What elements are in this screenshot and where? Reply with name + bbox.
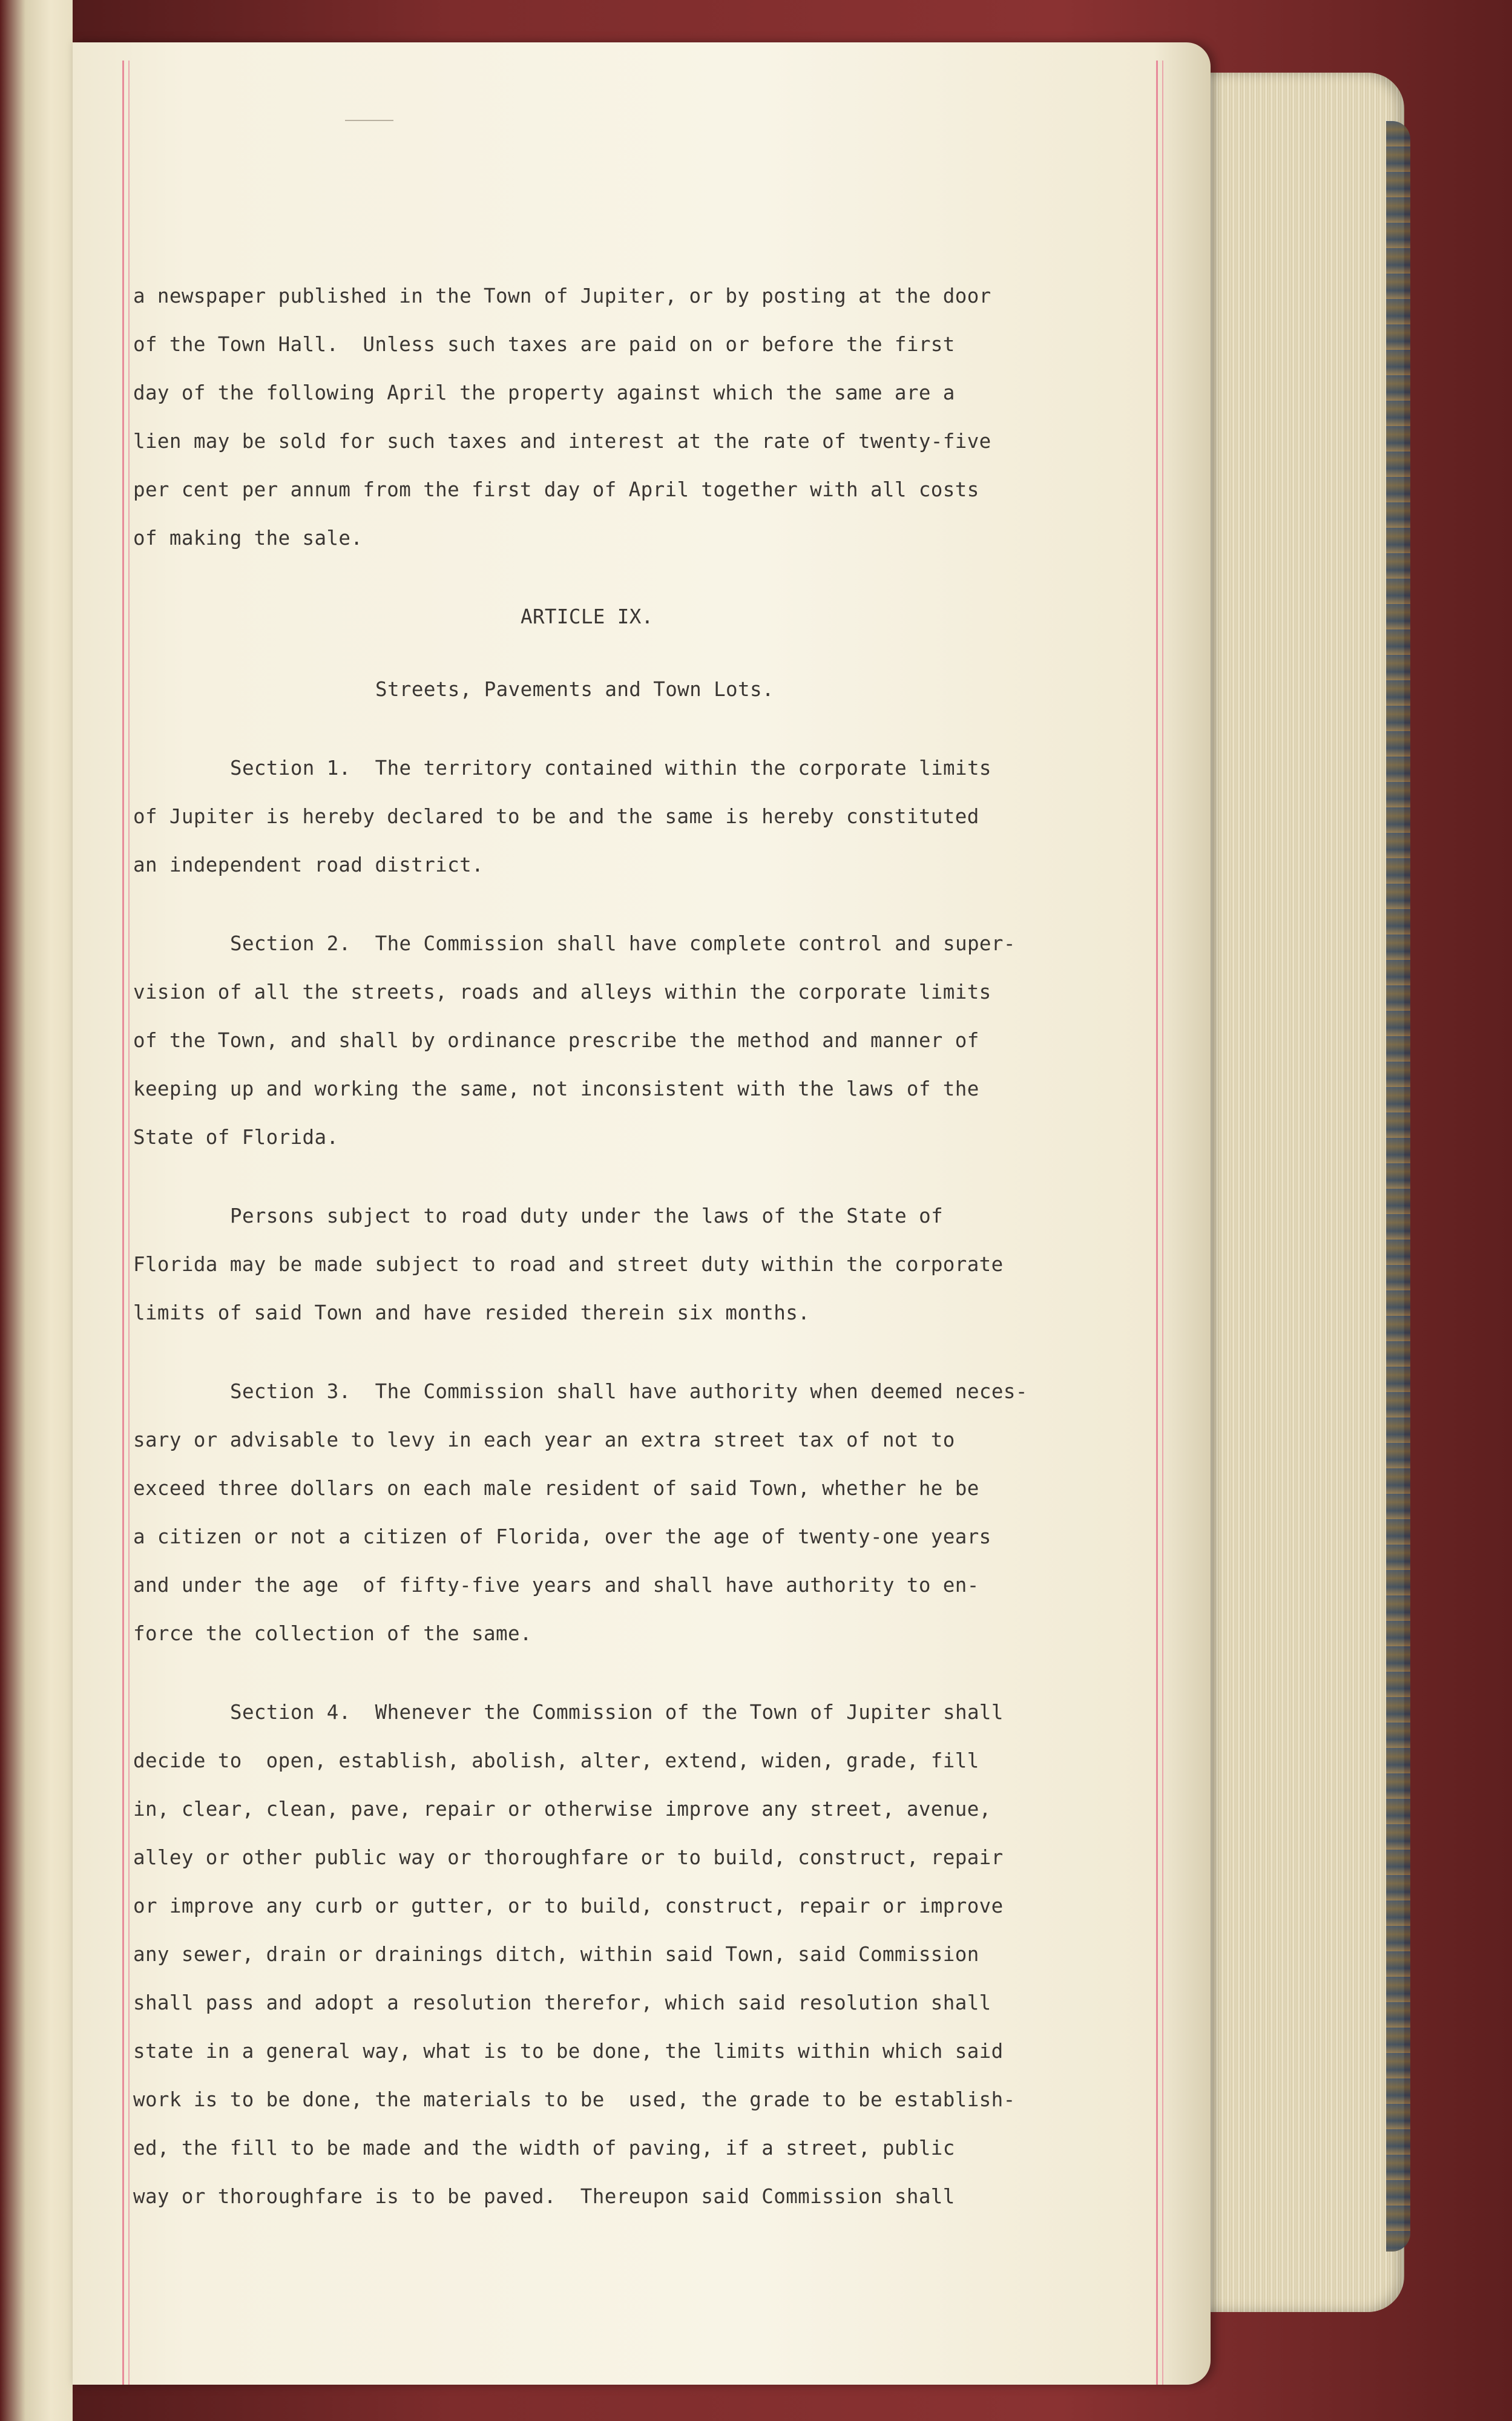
text-line: Section 4. Whenever the Commission of the Town of Jupiter shall xyxy=(230,1701,1004,1724)
text-line: and under the age of fifty-five years and shall have authority to en- xyxy=(133,1574,979,1597)
text-line: Section 3. The Commission shall have authority when deemed neces- xyxy=(230,1380,1028,1403)
text-line: day of the following April the property against which the same are a xyxy=(133,381,955,404)
text-line: State of Florida. xyxy=(133,1126,339,1149)
left-margin-rule xyxy=(122,61,124,2385)
text-line: lien may be sold for such taxes and interest at the rate of twenty-five xyxy=(133,430,991,453)
text-line: per cent per annum from the first day of April together with all costs xyxy=(133,478,979,501)
text-line: of Jupiter is hereby declared to be and the same is hereby constituted xyxy=(133,805,979,828)
text-line: of the Town, and shall by ordinance prescribe the method and manner of xyxy=(133,1029,979,1052)
text-line: Section 2. The Commission shall have complete control and super- xyxy=(230,932,1016,955)
text-line: force the collection of the same. xyxy=(133,1622,532,1645)
marbled-page-edge xyxy=(1386,121,1410,2252)
text-line: any sewer, drain or drainings ditch, within said Town, said Commission xyxy=(133,1943,979,1966)
article-heading: ARTICLE IX. xyxy=(521,605,654,628)
top-dash-mark xyxy=(345,120,393,121)
right-margin-rule xyxy=(1156,61,1158,2385)
previous-page-edge xyxy=(0,0,73,2421)
text-line: alley or other public way or thoroughfare or to build, construct, repair xyxy=(133,1846,1004,1869)
text-line: sary or advisable to levy in each year an extra street tax of not to xyxy=(133,1428,955,1451)
text-line: an independent road district. xyxy=(133,853,484,876)
text-line: of the Town Hall. Unless such taxes are paid on or before the first xyxy=(133,333,955,356)
right-margin-rule-secondary xyxy=(1162,61,1163,2385)
text-line: vision of all the streets, roads and alleys within the corporate limits xyxy=(133,981,991,1004)
text-line: ed, the fill to be made and the width of paving, if a street, public xyxy=(133,2137,955,2160)
text-line: of making the sale. xyxy=(133,527,363,550)
article-subheading: Streets, Pavements and Town Lots. xyxy=(375,678,774,701)
text-line: exceed three dollars on each male resident of said Town, whether he be xyxy=(133,1477,979,1500)
text-line: shall pass and adopt a resolution therefor, which said resolution shall xyxy=(133,1991,991,2014)
text-line: limits of said Town and have resided therein six months. xyxy=(133,1301,810,1324)
text-line: Section 1. The territory contained within the corporate limits xyxy=(230,757,991,780)
page-stack xyxy=(1186,73,1404,2312)
text-line: decide to open, establish, abolish, alter, extend, widen, grade, fill xyxy=(133,1749,979,1772)
text-line: Persons subject to road duty under the laws of the State of xyxy=(230,1204,944,1227)
text-line: keeping up and working the same, not inconsistent with the laws of the xyxy=(133,1077,979,1100)
text-line: way or thoroughfare is to be paved. Thereupon said Commission shall xyxy=(133,2185,955,2208)
text-line: work is to be done, the materials to be used, the grade to be establish- xyxy=(133,2088,1016,2111)
left-margin-rule-secondary xyxy=(128,61,130,2385)
text-line: state in a general way, what is to be done, the limits within which said xyxy=(133,2040,1004,2063)
text-line: a newspaper published in the Town of Jupiter, or by posting at the door xyxy=(133,284,991,307)
text-line: or improve any curb or gutter, or to build, construct, repair or improve xyxy=(133,1894,1004,1917)
text-line: a citizen or not a citizen of Florida, over the age of twenty-one years xyxy=(133,1525,991,1548)
text-line: Florida may be made subject to road and street duty within the corporate xyxy=(133,1253,1004,1276)
text-line: in, clear, clean, pave, repair or otherwise improve any street, avenue, xyxy=(133,1798,991,1821)
